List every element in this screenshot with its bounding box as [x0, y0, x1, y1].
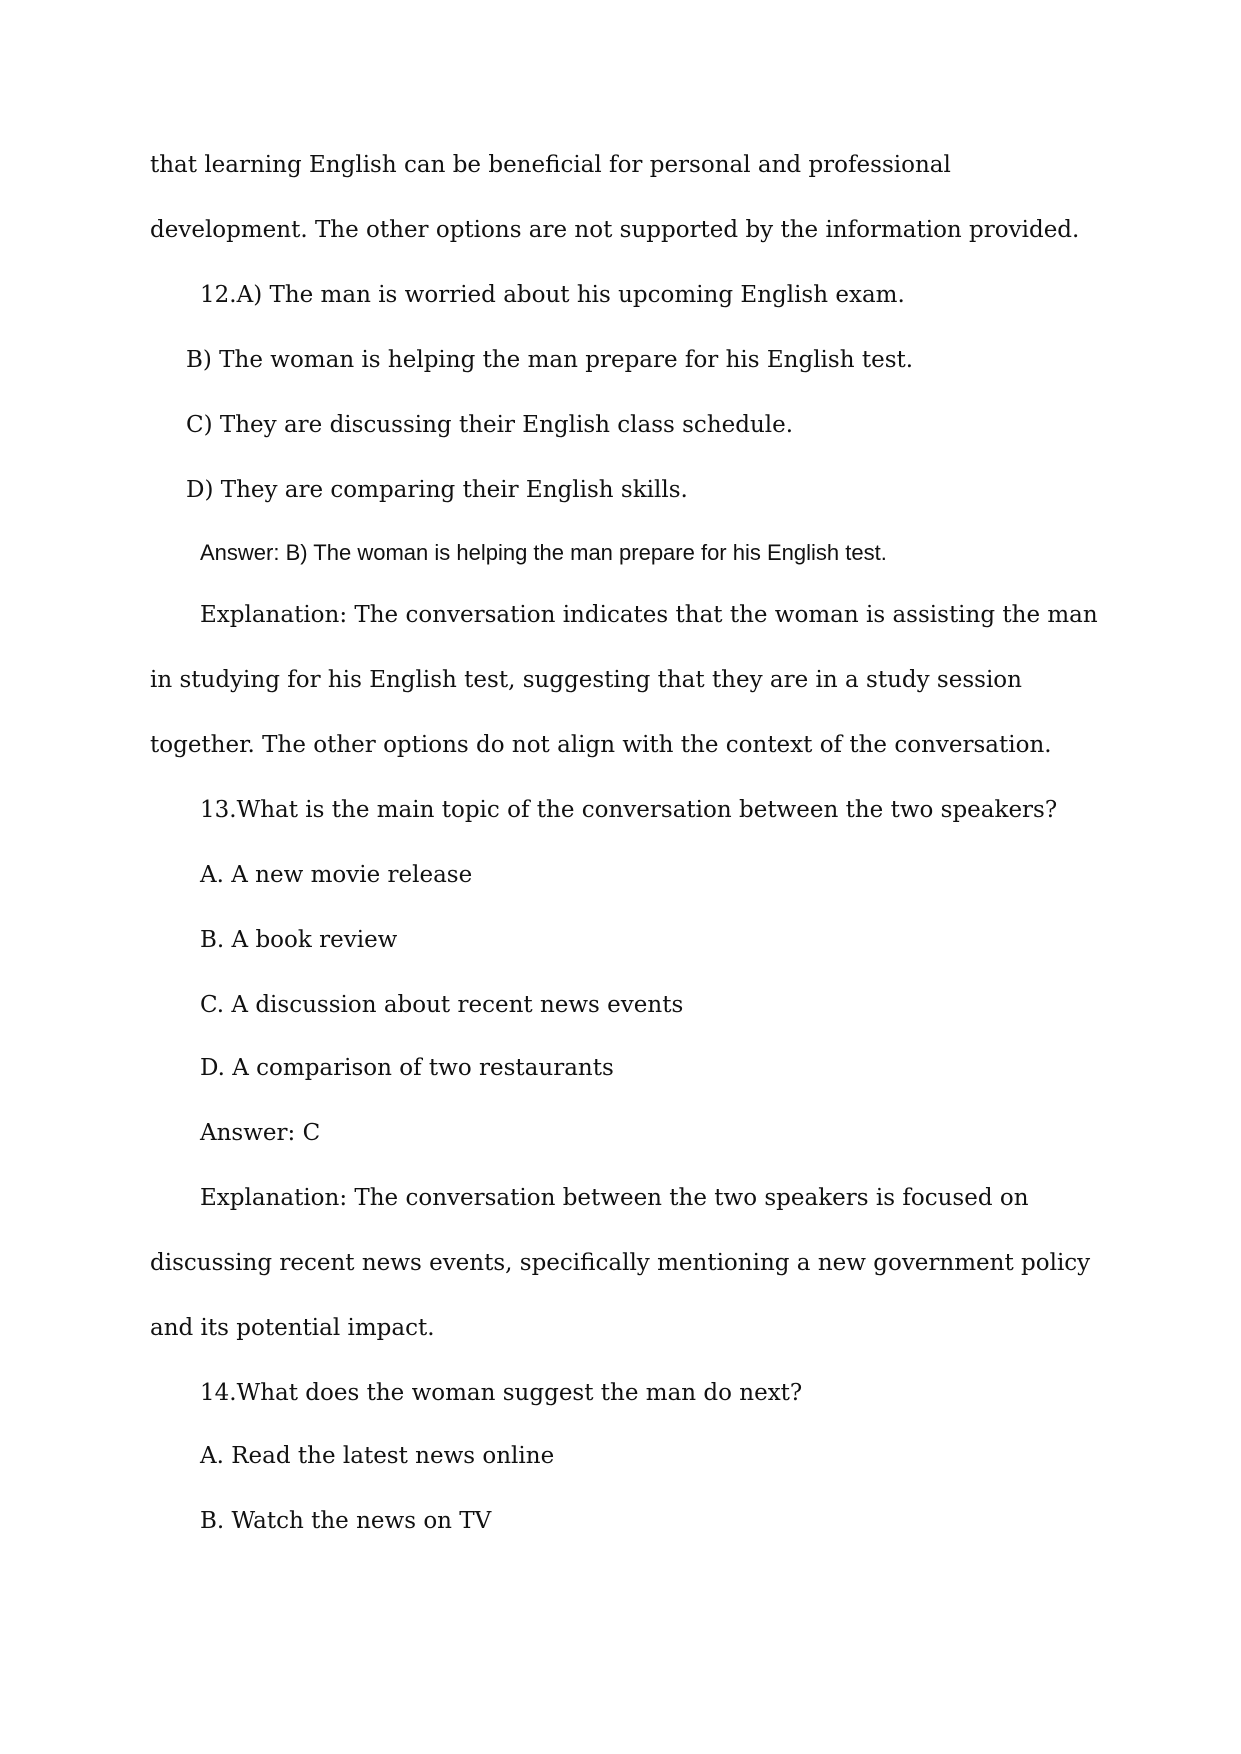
q13-option-b: B. A book review: [200, 927, 398, 953]
q12-option-a: 12.A) The man is worried about his upcoming English exam.: [200, 282, 905, 308]
q12-answer: Answer: B) The woman is helping the man prepare for his English test.: [200, 540, 887, 565]
q13-explanation-line-2: discussing recent news events, specifically mentioning a new government policy: [150, 1250, 1091, 1276]
q14-option-b: B. Watch the news on TV: [200, 1508, 492, 1534]
q12-explanation-line-1: Explanation: The conversation indicates that the woman is assisting the man: [200, 602, 1098, 628]
q12-option-c: C) They are discussing their English class schedule.: [186, 412, 794, 438]
q12-option-b: B) The woman is helping the man prepare for his English test.: [186, 347, 914, 373]
q13-option-d: D. A comparison of two restaurants: [200, 1055, 614, 1081]
q13-question: 13.What is the main topic of the conversation between the two speakers?: [200, 797, 1058, 823]
q12-explanation-line-2: in studying for his English test, suggesting that they are in a study session: [150, 667, 1022, 693]
q13-option-c: C. A discussion about recent news events: [200, 992, 684, 1018]
intro-line-2: development. The other options are not supported by the information provided.: [150, 217, 1080, 243]
q13-answer: Answer: C: [200, 1120, 321, 1146]
q14-question: 14.What does the woman suggest the man do next?: [200, 1380, 803, 1406]
q13-explanation-line-3: and its potential impact.: [150, 1315, 435, 1341]
q12-explanation-line-3: together. The other options do not align with the context of the conversation.: [150, 732, 1052, 758]
q13-option-a: A. A new movie release: [200, 862, 473, 888]
q14-option-a: A. Read the latest news online: [200, 1443, 555, 1469]
intro-line-1: that learning English can be beneficial for personal and professional: [150, 152, 951, 178]
q12-option-d: D) They are comparing their English skills.: [186, 477, 688, 503]
q13-explanation-line-1: Explanation: The conversation between the two speakers is focused on: [200, 1185, 1029, 1211]
